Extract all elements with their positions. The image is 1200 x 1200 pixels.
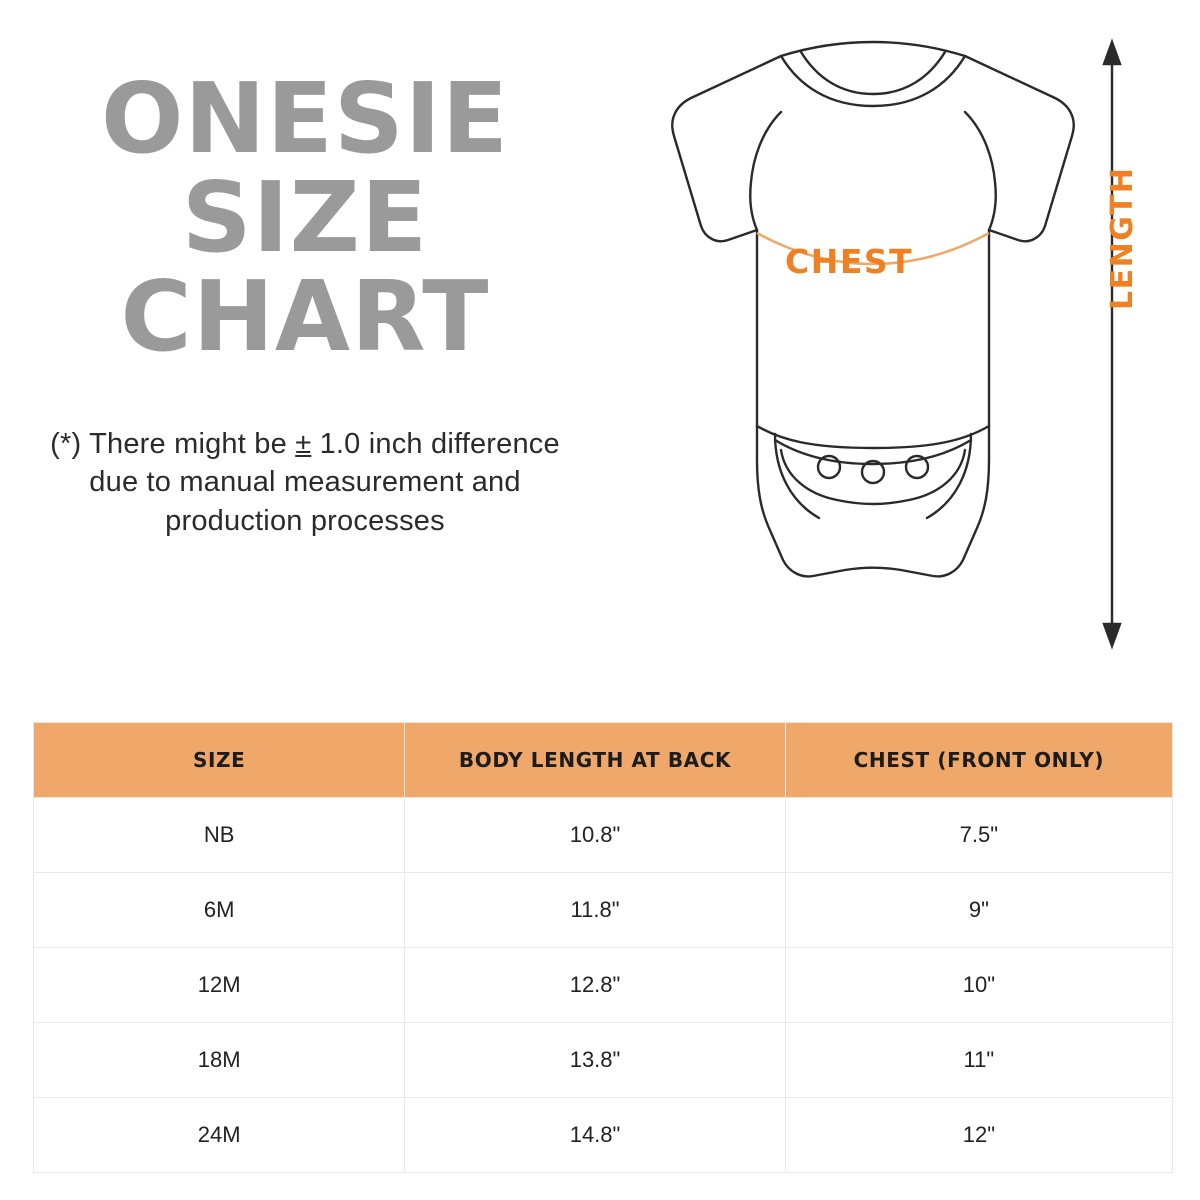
cell-chest: 7.5" (785, 798, 1172, 873)
onesie-diagram (585, 20, 1165, 680)
disclaimer-prefix: (*) There might be (50, 427, 296, 460)
title-line-3: CHART (120, 259, 490, 373)
length-label: LENGTH (1105, 166, 1140, 310)
cell-chest: 10" (785, 948, 1172, 1023)
cell-size: 24M (34, 1098, 405, 1173)
cell-size: 12M (34, 948, 405, 1023)
cell-size: 6M (34, 873, 405, 948)
length-measure-arrow (1104, 42, 1120, 646)
table-row (34, 1023, 1173, 1098)
cell-body-length: 11.8" (405, 873, 785, 948)
table-row (34, 948, 1173, 1023)
title-and-note-column (40, 62, 570, 541)
table-row (34, 873, 1173, 948)
table-header-row (34, 723, 1173, 798)
chest-label: CHEST (785, 242, 914, 281)
table-body (34, 798, 1173, 1173)
cell-size: 18M (34, 1023, 405, 1098)
table-row (34, 1098, 1173, 1173)
page-title (40, 62, 570, 373)
title-line-1: ONESIE (100, 62, 510, 175)
cell-body-length: 14.8" (405, 1098, 785, 1173)
header-body-length: BODY LENGTH AT BACK (405, 723, 785, 798)
measurement-disclaimer (40, 425, 570, 541)
table-header (34, 723, 1173, 798)
cell-body-length: 13.8" (405, 1023, 785, 1098)
cell-chest: 12" (785, 1098, 1172, 1173)
onesie-illustration-svg (585, 20, 1165, 680)
disclaimer-suffix: 1.0 inch difference due to manual measurement and production processes (89, 427, 560, 537)
size-chart-table (33, 722, 1173, 1173)
cell-body-length: 10.8" (405, 798, 785, 873)
cell-body-length: 12.8" (405, 948, 785, 1023)
header-size: SIZE (34, 723, 405, 798)
plus-minus-symbol: ± (295, 427, 312, 460)
cell-chest: 11" (785, 1023, 1172, 1098)
header-chest: CHEST (FRONT ONLY) (785, 723, 1172, 798)
table-row (34, 798, 1173, 873)
cell-chest: 9" (785, 873, 1172, 948)
title-line-2: SIZE (181, 160, 429, 274)
cell-size: NB (34, 798, 405, 873)
